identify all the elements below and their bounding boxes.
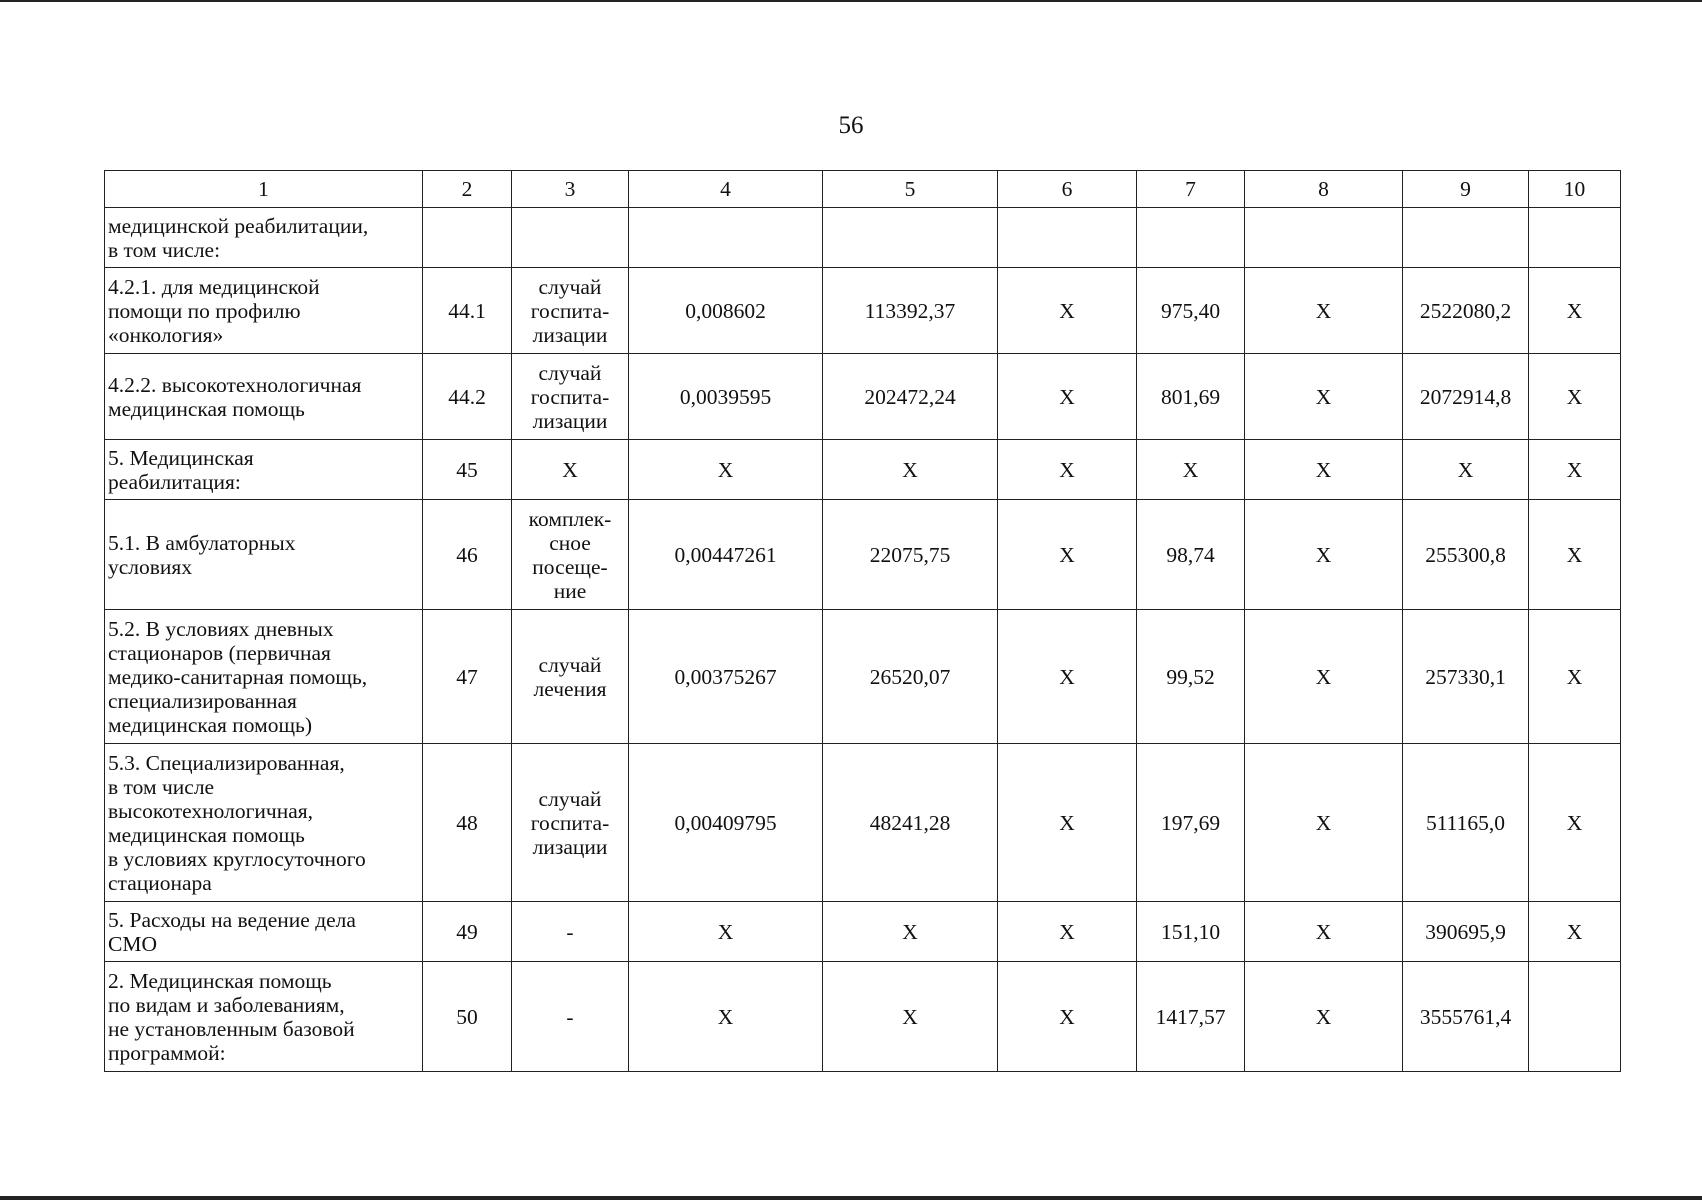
row-label: 2. Медицинская помощь по видам и заболеваниям, не установленным базовой программой:: [105, 962, 423, 1072]
cell-col8: X: [1245, 962, 1403, 1072]
row-label: 5.1. В амбулаторных условиях: [105, 500, 423, 610]
cell-col7: [1137, 208, 1245, 268]
cell-col4: 0,00447261: [629, 500, 823, 610]
cell-col2: 48: [423, 744, 512, 902]
cell-col3: случай госпита- лизации: [512, 744, 629, 902]
cell-col5: 202472,24: [823, 354, 998, 440]
cell-col9: 257330,1: [1403, 610, 1529, 744]
table-row: [105, 440, 1621, 500]
cell-col3: случай госпита- лизации: [512, 268, 629, 354]
cell-col9: 255300,8: [1403, 500, 1529, 610]
cell-col4: [629, 208, 823, 268]
row-label: 5. Медицинская реабилитация:: [105, 440, 423, 500]
cell-col6: X: [998, 902, 1137, 962]
table-row: [105, 268, 1621, 354]
cell-col4: 0,008602: [629, 268, 823, 354]
cell-col7: 975,40: [1137, 268, 1245, 354]
cell-col2: 44.2: [423, 354, 512, 440]
cell-col8: X: [1245, 610, 1403, 744]
cell-col2: [423, 208, 512, 268]
cell-col9: X: [1403, 440, 1529, 500]
cell-col10: X: [1529, 440, 1621, 500]
cell-col5: X: [823, 962, 998, 1072]
cell-col2: 50: [423, 962, 512, 1072]
cell-col6: X: [998, 962, 1137, 1072]
cell-col10: X: [1529, 268, 1621, 354]
cell-col6: X: [998, 440, 1137, 500]
header-cell-10: 10: [1529, 171, 1621, 208]
cell-col7: X: [1137, 440, 1245, 500]
cell-col3: случай госпита- лизации: [512, 354, 629, 440]
header-cell-2: 2: [423, 171, 512, 208]
cell-col5: 48241,28: [823, 744, 998, 902]
cell-col4: 0,00375267: [629, 610, 823, 744]
cell-col10: X: [1529, 902, 1621, 962]
cell-col5: X: [823, 440, 998, 500]
header-cell-8: 8: [1245, 171, 1403, 208]
table-row: [105, 610, 1621, 744]
cell-col3: случай лечения: [512, 610, 629, 744]
table-header-row: [105, 171, 1621, 208]
table-row: [105, 354, 1621, 440]
cell-col3: комплек- сное посеще- ние: [512, 500, 629, 610]
cell-col8: X: [1245, 268, 1403, 354]
table-row: [105, 902, 1621, 962]
header-cell-3: 3: [512, 171, 629, 208]
cell-col9: 2522080,2: [1403, 268, 1529, 354]
cell-col8: X: [1245, 744, 1403, 902]
header-cell-6: 6: [998, 171, 1137, 208]
cell-col6: X: [998, 744, 1137, 902]
cell-col4: 0,00409795: [629, 744, 823, 902]
page-top-edge: [0, 0, 1702, 2]
row-label: медицинской реабилитации, в том числе:: [105, 208, 423, 268]
cell-col7: 99,52: [1137, 610, 1245, 744]
cell-col9: 511165,0: [1403, 744, 1529, 902]
cell-col3: -: [512, 962, 629, 1072]
cell-col5: 113392,37: [823, 268, 998, 354]
cell-col10: [1529, 962, 1621, 1072]
cell-col8: X: [1245, 500, 1403, 610]
cell-col7: 197,69: [1137, 744, 1245, 902]
cell-col8: X: [1245, 354, 1403, 440]
cell-col6: X: [998, 500, 1137, 610]
cell-col4: X: [629, 902, 823, 962]
cell-col10: X: [1529, 500, 1621, 610]
cell-col4: 0,0039595: [629, 354, 823, 440]
cell-col2: 45: [423, 440, 512, 500]
header-cell-9: 9: [1403, 171, 1529, 208]
cell-col7: 801,69: [1137, 354, 1245, 440]
row-label: 4.2.1. для медицинской помощи по профилю «онкология»: [105, 268, 423, 354]
cell-col10: [1529, 208, 1621, 268]
table-body: [105, 171, 1621, 1072]
cell-col9: [1403, 208, 1529, 268]
cell-col8: X: [1245, 902, 1403, 962]
cell-col7: 98,74: [1137, 500, 1245, 610]
header-cell-5: 5: [823, 171, 998, 208]
cell-col10: X: [1529, 354, 1621, 440]
cell-col3: X: [512, 440, 629, 500]
header-cell-4: 4: [629, 171, 823, 208]
page-number: 56: [838, 112, 864, 139]
cell-col6: X: [998, 268, 1137, 354]
cell-col9: 2072914,8: [1403, 354, 1529, 440]
cell-col6: X: [998, 610, 1137, 744]
table-row: [105, 962, 1621, 1072]
table-row: [105, 744, 1621, 902]
cell-col5: 22075,75: [823, 500, 998, 610]
cell-col8: [1245, 208, 1403, 268]
cell-col3: [512, 208, 629, 268]
row-label: 5.2. В условиях дневных стационаров (первичная медико-санитарная помощь, специализированная медицинская помощь): [105, 610, 423, 744]
cell-col4: X: [629, 962, 823, 1072]
cell-col4: X: [629, 440, 823, 500]
cell-col7: 1417,57: [1137, 962, 1245, 1072]
cell-col5: [823, 208, 998, 268]
row-label: 5. Расходы на ведение дела СМО: [105, 902, 423, 962]
cell-col10: X: [1529, 610, 1621, 744]
financing-table: [104, 170, 1621, 1072]
header-cell-1: 1: [105, 171, 423, 208]
cell-col2: 49: [423, 902, 512, 962]
row-label: 4.2.2. высокотехнологичная медицинская помощь: [105, 354, 423, 440]
page-bottom-edge: [0, 1196, 1702, 1200]
table-row: [105, 500, 1621, 610]
cell-col9: 390695,9: [1403, 902, 1529, 962]
cell-col7: 151,10: [1137, 902, 1245, 962]
cell-col3: -: [512, 902, 629, 962]
cell-col8: X: [1245, 440, 1403, 500]
cell-col2: 47: [423, 610, 512, 744]
cell-col9: 3555761,4: [1403, 962, 1529, 1072]
table-row: [105, 208, 1621, 268]
cell-col2: 46: [423, 500, 512, 610]
header-cell-7: 7: [1137, 171, 1245, 208]
cell-col5: X: [823, 902, 998, 962]
cell-col6: X: [998, 354, 1137, 440]
cell-col2: 44.1: [423, 268, 512, 354]
row-label: 5.3. Специализированная, в том числе высокотехнологичная, медицинская помощь в условиях круглосуточного стационара: [105, 744, 423, 902]
cell-col5: 26520,07: [823, 610, 998, 744]
cell-col10: X: [1529, 744, 1621, 902]
cell-col6: [998, 208, 1137, 268]
